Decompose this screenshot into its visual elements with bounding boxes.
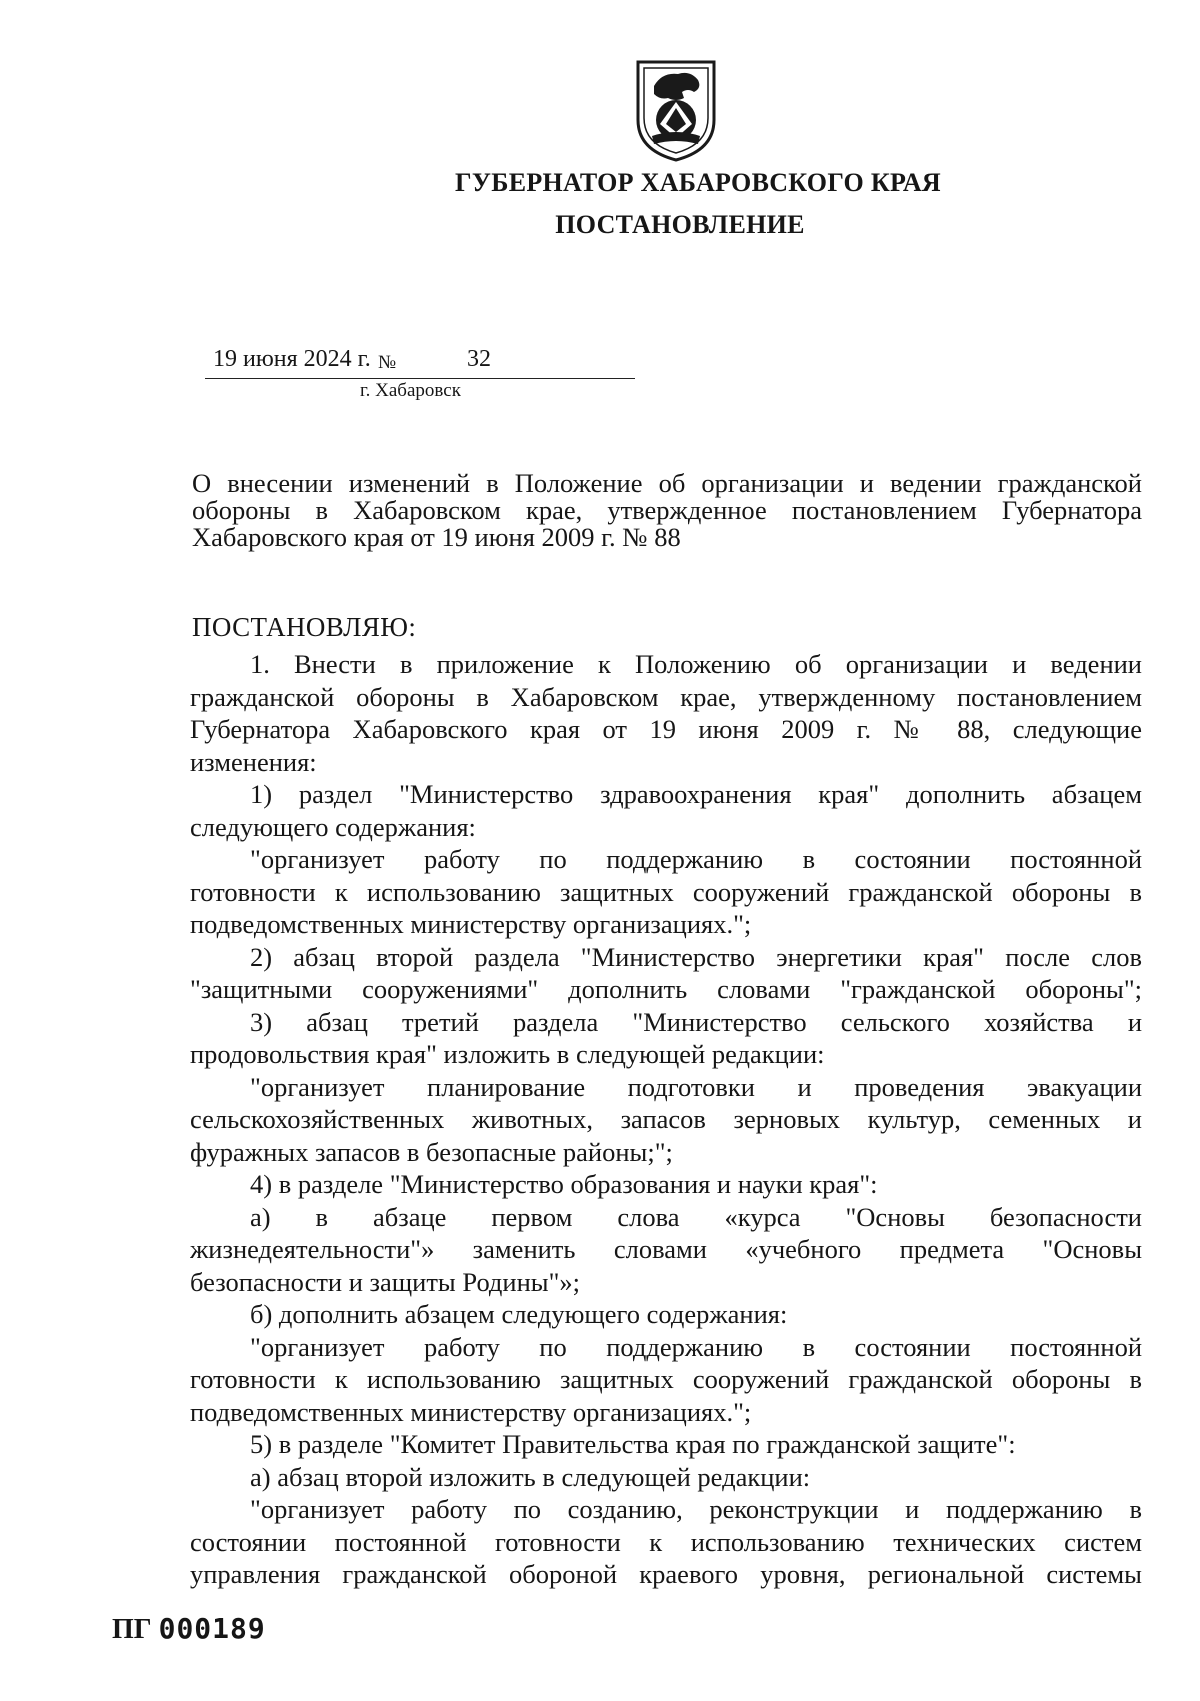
document-number: 32 xyxy=(467,346,491,372)
serial-number: 000189 xyxy=(158,1612,266,1645)
body-line: 1. Внести в приложение к Положению об организации и ведении xyxy=(250,649,1142,679)
body-line: "защитными сооружениями" дополнить словами "гражданской обороны"; xyxy=(190,974,1142,1004)
document-type: ПОСТАНОВЛЕНИЕ xyxy=(555,210,805,239)
body-line: 3) абзац третий раздела "Министерство сельского хозяйства и xyxy=(250,1006,1142,1037)
body-line: 2) абзац второй раздела "Министерство энергетики края" после слов xyxy=(250,941,1142,972)
body-line: 1) раздел "Министерство здравоохранения края" дополнить абзацем xyxy=(250,779,1142,809)
body-line: "организует планирование подготовки и проведения эвакуации xyxy=(250,1071,1142,1102)
body-line: "организует работу по поддержанию в состоянии постоянной xyxy=(250,844,1142,874)
body-line: Губернатора Хабаровского края от 19 июня 2009 г. № 88, следующие xyxy=(190,714,1142,744)
number-label: № xyxy=(378,352,397,373)
body-line: б) дополнить абзацем следующего содержания: xyxy=(250,1299,788,1329)
body-line: продовольствия края" изложить в следующей редакции: xyxy=(190,1039,825,1069)
form-serial-number xyxy=(112,1612,266,1646)
resolve-heading: ПОСТАНОВЛЯЮ: xyxy=(192,612,417,642)
body-line: управления гражданской обороной краевого уровня, региональной системы xyxy=(190,1559,1142,1589)
body-line: фуражных запасов в безопасные районы;"; xyxy=(190,1136,673,1167)
date-number-line xyxy=(205,344,635,379)
body-line: сельскохозяйственных животных, запасов зерновых культур, семенных и xyxy=(190,1104,1142,1134)
body-line: гражданской обороны в Хабаровском крае, утвержденному постановлением xyxy=(190,681,1142,712)
body-line: подведомственных министерству организациях."; xyxy=(190,1396,752,1427)
subject-line: Хабаровского края от 19 июня 2009 г. № 88 xyxy=(192,522,681,552)
subject-line: О внесении изменений в Положение об организации и ведении гражданской xyxy=(192,468,1142,498)
body-line: состоянии постоянной готовности к использованию технических систем xyxy=(190,1526,1142,1557)
body-line: готовности к использованию защитных сооружений гражданской обороны в xyxy=(190,1364,1142,1394)
serial-prefix: ПГ xyxy=(112,1614,152,1645)
body-line: "организует работу по созданию, реконструкции и поддержанию в xyxy=(250,1494,1142,1524)
coat-of-arms-icon xyxy=(632,58,720,162)
body-line: жизнедеятельности"» заменить словами «учебного предмета "Основы xyxy=(190,1234,1142,1264)
body-line: готовности к использованию защитных сооружений гражданской обороны в xyxy=(190,876,1142,907)
body-line: 4) в разделе "Министерство образования и науки края": xyxy=(250,1169,878,1199)
document-subject xyxy=(192,470,1142,551)
body-line: а) в абзаце первом слова «курса "Основы безопасности xyxy=(250,1201,1142,1232)
body-line: безопасности и защиты Родины"»; xyxy=(190,1266,581,1297)
body-line: 5) в разделе "Комитет Правительства края по гражданской защите": xyxy=(250,1429,1016,1459)
body-line: изменения: xyxy=(190,746,317,777)
issuing-authority: ГУБЕРНАТОР ХАБАРОВСКОГО КРАЯ xyxy=(454,168,941,197)
document-date: 19 июня 2024 г. xyxy=(213,346,371,372)
body-line: а) абзац второй изложить в следующей редакции: xyxy=(250,1461,811,1492)
document-city: г. Хабаровск xyxy=(360,380,461,401)
subject-line: обороны в Хабаровском крае, утвержденное постановлением Губернатора xyxy=(192,495,1142,525)
body-line: подведомственных министерству организациях."; xyxy=(190,909,752,939)
body-line: следующего содержания: xyxy=(190,811,476,842)
body-line: "организует работу по поддержанию в состоянии постоянной xyxy=(250,1331,1142,1362)
document-body xyxy=(190,648,1142,1591)
